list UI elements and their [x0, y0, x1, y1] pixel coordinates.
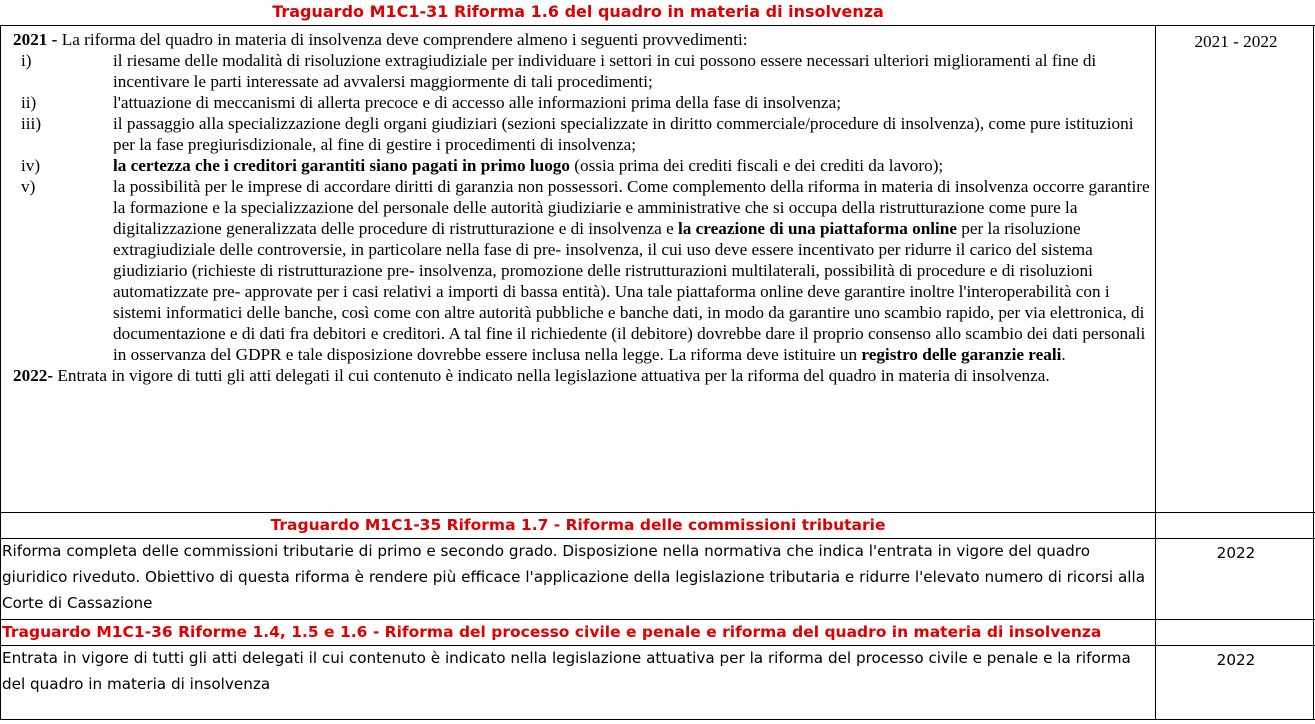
section1-intro: [13, 29, 1153, 50]
item-text: il passaggio alla specializzazione degli organi giudiziari (sezioni specializzate in diritto commerciale/procedure di insolvenza), come pure istituzioni per la fase pregiurisdizionale, al fine di gestire i procedimenti di insolvenza;: [113, 114, 1134, 154]
item-text: la certezza che i creditori garantiti siano pagati in primo luogo (ossia prima dei crediti fiscali e dei crediti da lavoro);: [113, 156, 944, 175]
outro-text: Entrata in vigore di tutti gli atti delegati il cui contenuto è indicato nella legislazione attuativa per la riforma del quadro in materia di insolvenza.: [53, 366, 1050, 385]
item-text: la possibilità per le imprese di accordare diritti di garanzia non possessori. Come complemento della riforma in materia di insolvenza occorre garantire la formazione e la specializzazione del personale delle autorità giudiziarie e amministrative che si occupa della ristrutturazione come pure la digitalizzazione generalizzata delle procedure di ristrutturazione e di insolvenza e la creazione di una piattaforma online per la risoluzione extragiudiziale delle controversie, in particolare nella fase di pre- insolvenza, il cui uso deve essere incentivato per ridurre il carico del sistema giudiziario (richieste di ristrutturazione pre- insolvenza, promozione delle ristrutturazioni multilaterali, possibilità di procedure e di risoluzioni automatizzate pre- approvate per i casi relativi a importi di bassa entità). Una tale piattaforma online deve garantire inoltre l'interoperabilità con i sistemi informatici delle banche, così come con altre autorità pubbliche e banche dati, in modo da garantire uno scambio rapido, per via elettronica, di documentazione e di dati fra debitori e creditori. A tal fine il richiedente (il debitore) dovrebbe dare il proprio consenso allo scambio dei dati personali in osservanza del GDPR e tale disposizione dovrebbe essere inclusa nella legge. La riforma deve istituire un registro delle garanzie reali.: [113, 177, 1150, 364]
section2-text: Riforma completa delle commissioni tributarie di primo e secondo grado. Disposizione nella normativa che indica l'entrata in vigore del quadro giuridico riveduto. Obiettivo di questa riforma è rendere più efficace l'applicazione della legislazione tributaria e ridurre l'elevato numero di ricorsi alla Corte di Cassazione: [2, 542, 1146, 612]
item-number: iii): [21, 114, 42, 133]
intro-year: 2021 -: [13, 30, 58, 49]
section3-year: 2022: [1216, 651, 1256, 669]
item-text: il riesame delle modalità di risoluzione extragiudiziale per individuare i settori in cui possono essere necessari ulteriori miglioramenti al fine di incentivare le parti interessate ad avvalersi maggiormente di tali procedimenti;: [113, 51, 1097, 91]
section1-outro: [13, 365, 1153, 386]
item-number: v): [21, 177, 36, 196]
item-number: iv): [21, 156, 41, 175]
section1-body: [13, 29, 1153, 386]
item-number: i): [21, 51, 32, 70]
item-bold-text: la certezza che i creditori garantiti siano pagati in primo luogo: [113, 156, 570, 175]
section2-title: Traguardo M1C1-35 Riforma 1.7 - Riforma delle commissioni tributarie: [270, 516, 886, 534]
section1-title: Traguardo M1C1-31 Riforma 1.6 del quadro in materia di insolvenza: [272, 2, 884, 21]
item-number: ii): [21, 93, 37, 112]
section2-year: 2022: [1216, 544, 1256, 562]
list-item: [13, 176, 1153, 365]
list-item: [13, 50, 1153, 92]
section3-text: Entrata in vigore di tutti gli atti delegati il cui contenuto è indicato nella legislazione attuativa per la riforma del processo civile e penale e la riforma del quadro in materia di insolvenza: [2, 649, 1131, 693]
intro-text: La riforma del quadro in materia di insolvenza deve comprendere almeno i seguenti provvedimenti:: [57, 30, 748, 49]
section1-year: 2021 - 2022: [1194, 32, 1278, 51]
list-item: [13, 113, 1153, 155]
outro-year: 2022-: [13, 366, 54, 385]
item-bold-text: la creazione di una piattaforma online: [678, 219, 957, 238]
item-bold-text: registro delle garanzie reali: [861, 345, 1062, 364]
list-item: [13, 155, 1153, 176]
list-item: [13, 92, 1153, 113]
section3-title: Traguardo M1C1-36 Riforme 1.4, 1.5 e 1.6 - Riforma del processo civile e penale e riforma del quadro in materia di insolvenza: [2, 623, 1102, 641]
item-text: l'attuazione di meccanismi di allerta precoce e di accesso alle informazioni prima della fase di insolvenza;: [113, 93, 842, 112]
